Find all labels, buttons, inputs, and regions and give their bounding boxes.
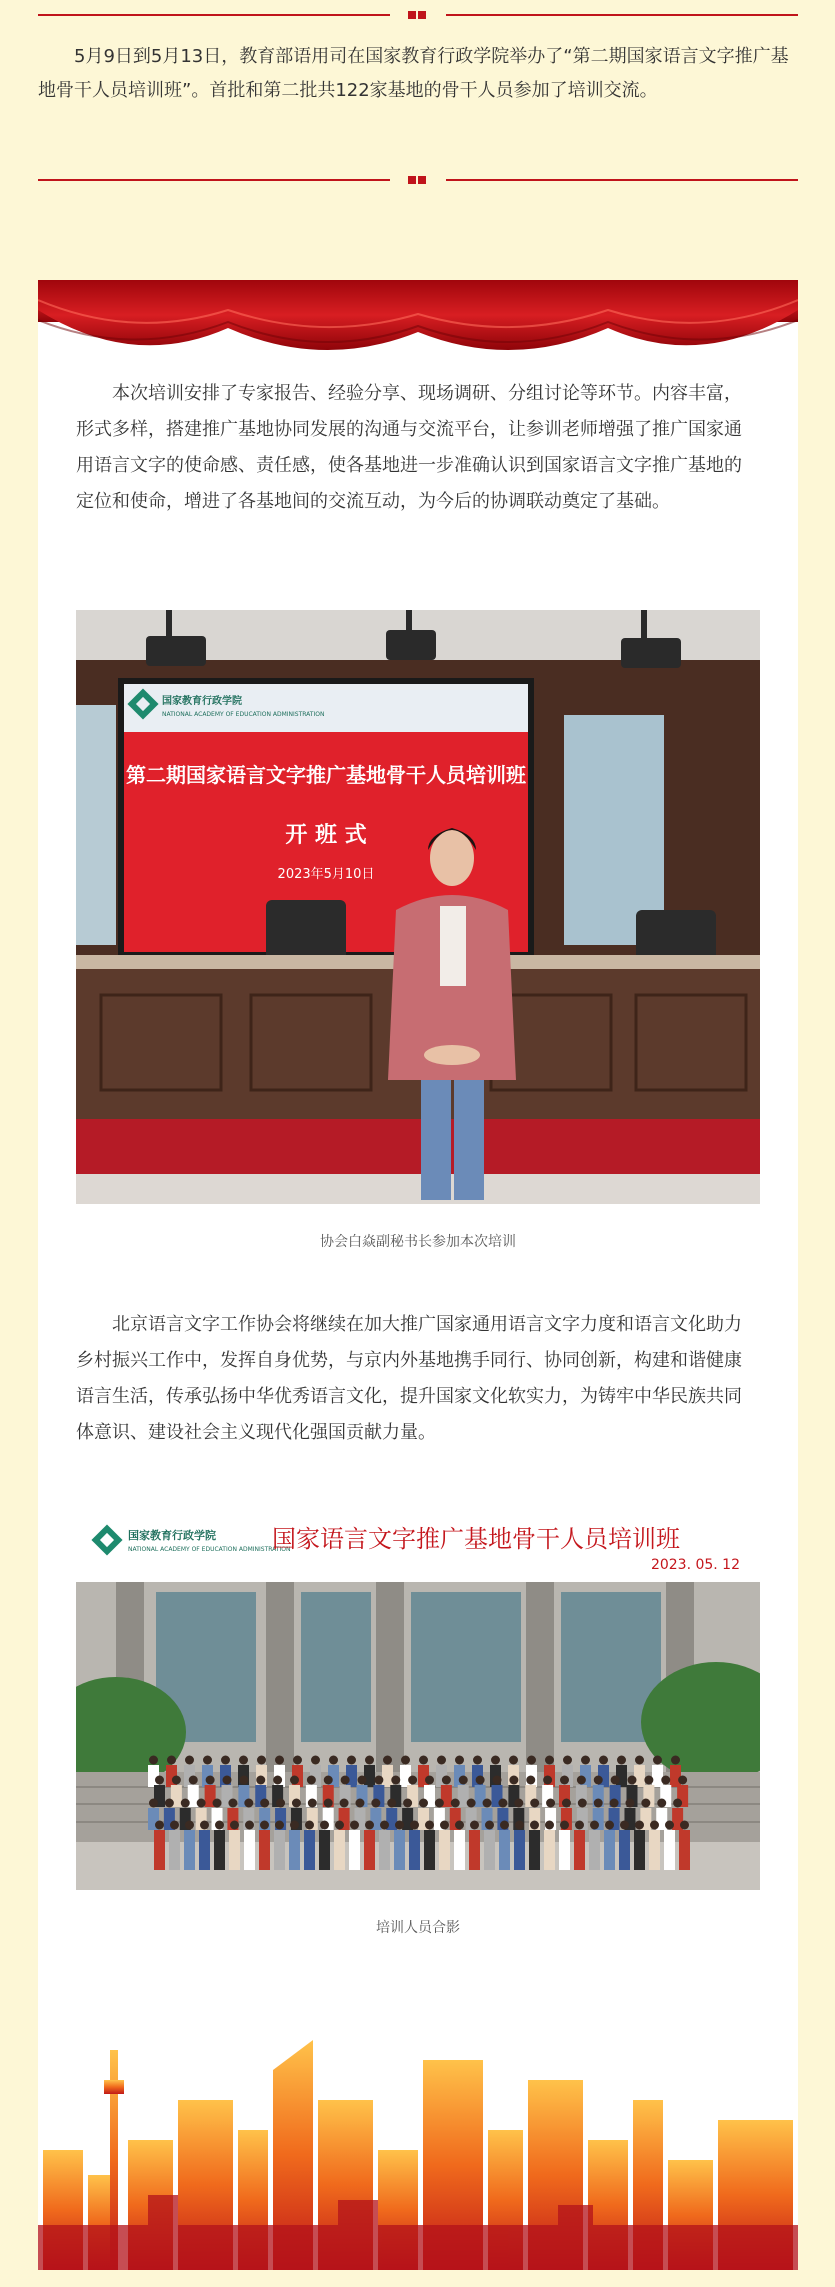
screen-title: 第二期国家语言文字推广基地骨干人员培训班 (126, 763, 526, 787)
photo2-caption: 培训人员合影 (376, 1920, 460, 1936)
screen-subtitle: 开 班 式 (285, 823, 367, 848)
red-curtain-decoration (38, 280, 798, 370)
intro-paragraph: 5月9日到5月13日，教育部语用司在国家教育行政学院举办了“第二期国家语言文字推广基地骨干人员培训班”。首批和第二批共122家基地的骨干人员参加了培训交流。 (38, 46, 789, 101)
group-photo (76, 1582, 760, 1890)
divider-ornament (408, 175, 428, 185)
city-skyline-decoration (38, 2000, 798, 2270)
group-photo-date: 2023. 05. 12 (650, 1557, 740, 1573)
divider-ornament (408, 10, 428, 20)
body-paragraph-2: 北京语言文字工作协会将继续在加大推广国家通用语言文字力度和语言文化助力乡村振兴工作中，发挥自身优势，与京内外基地携手同行、协同创新，构建和谐健康语言生活，传承弘扬中华优秀语言文化，提升国家文化软实力，为铸牢中华民族共同体意识、建设社会主义现代化强国贡献力量。 (76, 1314, 742, 1443)
photo1-caption: 协会白焱副秘书长参加本次培训 (320, 1234, 516, 1250)
intro-divider (38, 175, 798, 185)
academy-logo-text: 国家教育行政学院 (128, 1529, 216, 1542)
group-photo-title: 国家语言文字推广基地骨干人员培训班 (272, 1525, 680, 1553)
top-divider (38, 10, 798, 20)
screen-date: 2023年5月10日 (277, 867, 375, 882)
body-paragraph-1: 本次培训安排了专家报告、经验分享、现场调研、分组讨论等环节。内容丰富，形式多样，搭建推广基地协同发展的沟通与交流平台，让参训老师增强了推广国家通用语言文字的使命感、责任感，使各基地进一步准确认识到国家语言文字推广基地的定位和使命，增进了各基地间的交流互动，为今后的协调联动奠定了基础。 (76, 383, 742, 512)
group-photo-header (76, 1511, 760, 1575)
group-of-people (148, 1756, 690, 1871)
screen-logo-text: 国家教育行政学院 (162, 696, 242, 707)
academy-logo-en: NATIONAL ACADEMY OF EDUCATION ADMINISTRATION (128, 1546, 291, 1553)
content-panel (38, 280, 798, 2270)
opening-ceremony-photo (76, 610, 760, 1204)
screen-logo-en: NATIONAL ACADEMY OF EDUCATION ADMINISTRATION (162, 711, 325, 718)
